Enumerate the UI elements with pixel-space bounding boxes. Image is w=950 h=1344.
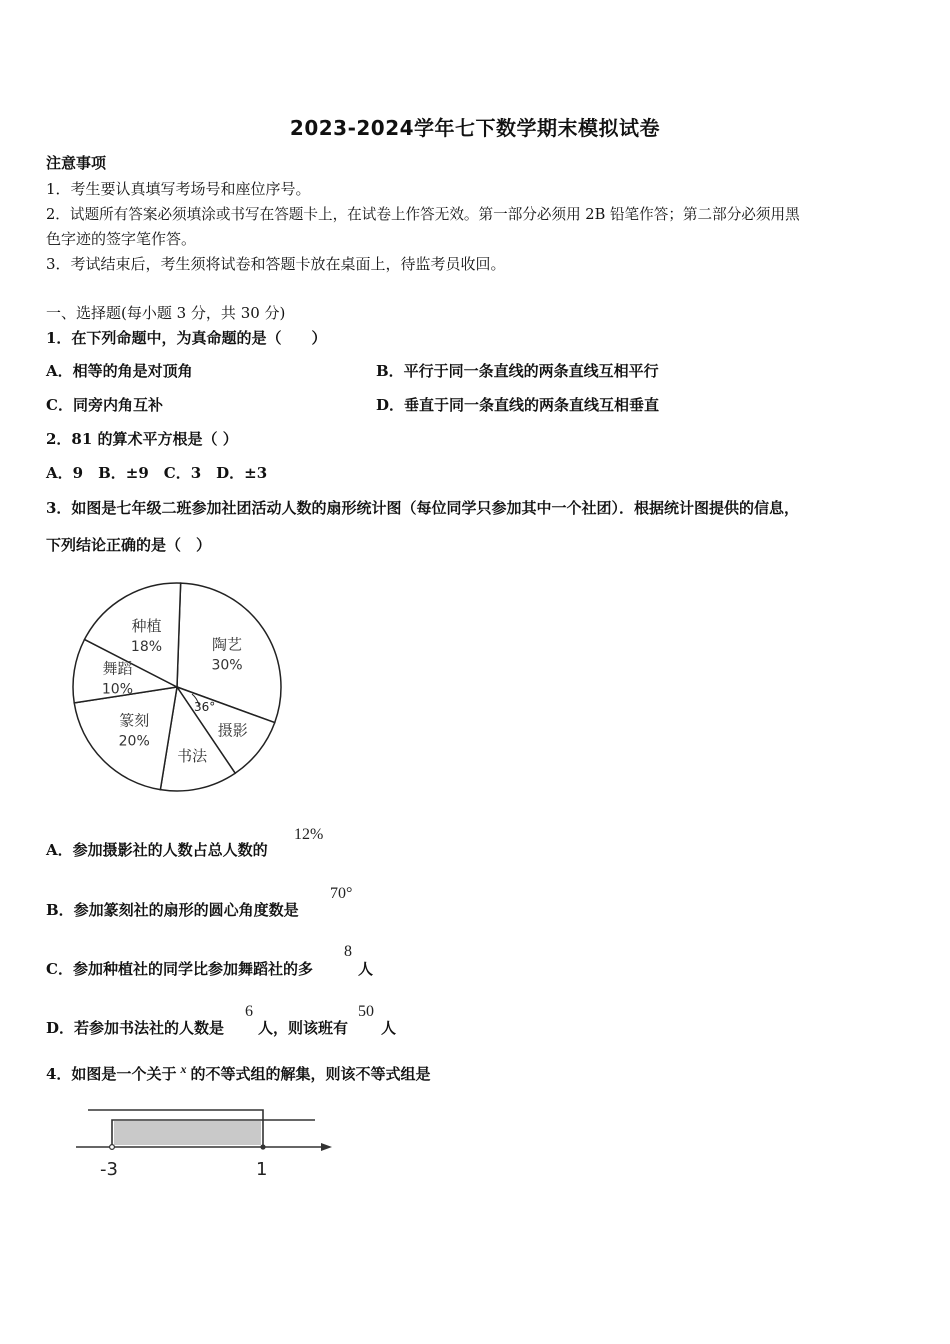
q3-stem-line2: 下列结论正确的是（ ） xyxy=(46,536,212,554)
q1-stem: 1．在下列命题中，为真命题的是（ ） xyxy=(46,329,327,347)
section-heading: 一、选择题(每小题 3 分，共 30 分) xyxy=(46,304,286,322)
page-title: 2023-2024学年七下数学期末模拟试卷 xyxy=(289,116,661,140)
pie-slice-name: 舞蹈 xyxy=(102,659,133,678)
pie-slice-percent: 30% xyxy=(211,657,243,674)
q2-options: A．9 B．±9 C．3 D．±3 xyxy=(46,464,268,482)
q3-option-c-unit: 人 xyxy=(358,960,374,978)
q1-option-c: C．同旁内角互补 xyxy=(46,396,163,414)
pie-slice-name: 陶艺 xyxy=(211,635,243,654)
q1-option-b: B．平行于同一条直线的两条直线互相平行 xyxy=(376,362,659,380)
q3-option-a-text: A．参加摄影社的人数占总人数的 xyxy=(46,841,268,859)
pie-slice-name: 种植 xyxy=(131,616,162,635)
notice-item: 2．试题所有答案必须填涂或书写在答题卡上，在试卷上作答无效。第一部分必须用 2B 铅笔作答；第二部分必须用黑 xyxy=(46,206,800,223)
q2-stem: 2．81 的算术平方根是（ ） xyxy=(46,430,238,448)
notice-heading: 注意事项 xyxy=(46,154,107,172)
pie-slice-name: 摄影 xyxy=(217,721,248,740)
pie-slice-name: 篆刻 xyxy=(119,711,150,730)
q1-option-a: A．相等的角是对顶角 xyxy=(46,362,193,380)
pie-slice-name: 书法 xyxy=(177,747,208,766)
q4-stem-part2: 的不等式组的解集，则该不等式组是 xyxy=(190,1065,431,1083)
q3-option-b-value: 70° xyxy=(330,885,353,902)
q4-variable: x xyxy=(180,1062,187,1076)
solution-region xyxy=(114,1121,261,1145)
open-endpoint xyxy=(110,1145,115,1150)
q3-option-d-unit: 人 xyxy=(381,1019,397,1037)
axis-arrow-icon xyxy=(321,1143,332,1151)
number-line-figure xyxy=(70,1100,345,1185)
q3-option-c-value: 8 xyxy=(344,943,352,960)
q4-stem-part1: 4．如图是一个关于 xyxy=(46,1065,177,1083)
q3-option-b-text: B．参加篆刻社的扇形的圆心角度数是 xyxy=(46,901,299,919)
q3-option-c xyxy=(46,958,313,979)
left-label: -3 xyxy=(100,1159,118,1180)
closed-endpoint xyxy=(260,1144,265,1149)
q3-stem-line1: 3．如图是七年级二班参加社团活动人数的扇形统计图（每位同学只参加其中一个社团）．根据统计图提供的信息， xyxy=(46,499,799,517)
pie-slice-percent: 10% xyxy=(101,681,134,698)
q3-option-d-text1: D．若参加书法社的人数是 xyxy=(46,1019,225,1037)
pie-annotation: 36° xyxy=(194,700,216,714)
notice-item: 3．考试结束后，考生须将试卷和答题卡放在桌面上，待监考员收回。 xyxy=(46,255,506,273)
q3-option-c-text: C．参加种植社的同学比参加舞蹈社的多 xyxy=(46,960,313,978)
q1-option-d: D．垂直于同一条直线的两条直线互相垂直 xyxy=(376,396,660,414)
q3-option-d-value2: 50 xyxy=(358,1003,374,1020)
notice-item: 色字迹的签字笔作答。 xyxy=(46,230,197,248)
q3-option-d xyxy=(46,1017,224,1038)
q3-option-a-value: 12% xyxy=(294,826,324,843)
q3-option-d-value1: 6 xyxy=(245,1003,253,1020)
q3-option-a xyxy=(46,839,268,860)
pie-slice-percent: 18% xyxy=(130,638,163,655)
pie-slice-percent: 20% xyxy=(118,733,150,750)
notice-item: 1．考生要认真填写考场号和座位序号。 xyxy=(46,180,311,198)
pie-chart xyxy=(60,570,300,810)
q4-stem xyxy=(46,1063,430,1084)
q3-option-d-text2: 人，则该班有 xyxy=(258,1019,349,1037)
right-label: 1 xyxy=(256,1159,268,1180)
q3-option-b xyxy=(46,899,299,920)
